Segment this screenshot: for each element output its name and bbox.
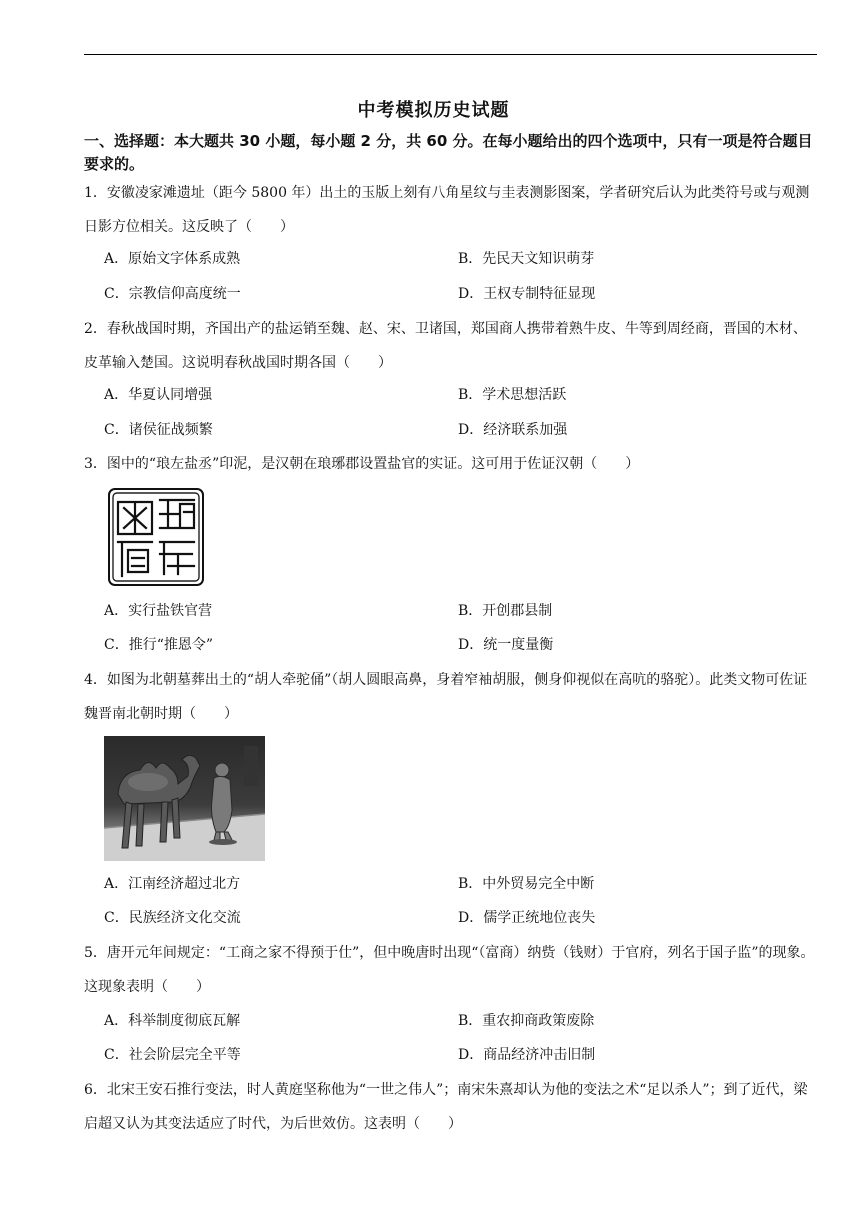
question-6-stem: 6．北宋王安石推行变法，时人黄庭坚称他为“一世之伟人”；南宋朱熹却认为他的变法之术“足以杀人”；到了近代，梁启超又认为其变法适应了时代，为后世效仿。这表明（ ） bbox=[84, 1082, 808, 1132]
seal-impression-image bbox=[108, 488, 204, 586]
question-4-stem: 4．如图为北朝墓葬出土的“胡人牵驼俑”（胡人圆眼高鼻，身着窄袖胡服，侧身仰视似在高吭的骆驼）。此类文物可佐证魏晋南北朝时期（ ） bbox=[84, 672, 808, 722]
question-2-option-b[interactable]: B．学术思想活跃 bbox=[458, 387, 567, 403]
question-2-option-a[interactable]: A．华夏认同增强 bbox=[104, 387, 213, 403]
question-5-option-a[interactable]: A．科举制度彻底瓦解 bbox=[104, 1013, 241, 1029]
question-3-stem: 3．图中的“琅左盐丞”印泥，是汉朝在琅琊郡设置盐官的实证。这可用于佐证汉朝（ ） bbox=[84, 456, 640, 472]
question-5-option-d[interactable]: D．商品经济冲击旧制 bbox=[458, 1047, 596, 1063]
question-2-stem: 2．春秋战国时期，齐国出产的盐运销至魏、赵、宋、卫诸国，郑国商人携带着熟牛皮、牛等到周经商，晋国的木材、皮革输入楚国。这说明春秋战国时期各国（ ） bbox=[84, 321, 807, 371]
question-4-option-c[interactable]: C．民族经济文化交流 bbox=[104, 910, 241, 926]
question-5-option-c[interactable]: C．社会阶层完全平等 bbox=[104, 1047, 241, 1063]
question-3-option-a[interactable]: A．实行盐铁官营 bbox=[104, 603, 213, 619]
question-2-option-d[interactable]: D．经济联系加强 bbox=[458, 422, 568, 438]
question-1-option-c[interactable]: C．宗教信仰高度统一 bbox=[104, 286, 241, 302]
question-1-option-d[interactable]: D．王权专制特征显现 bbox=[458, 286, 596, 302]
question-5-stem: 5．唐开元年间规定：“工商之家不得预于仕”，但中晚唐时出现“（富商）纳赀（钱财）于官府，列名于国子监”的现象。这现象表明（ ） bbox=[84, 945, 815, 995]
question-3-option-d[interactable]: D．统一度量衡 bbox=[458, 637, 554, 653]
question-4-option-d[interactable]: D．儒学正统地位丧失 bbox=[458, 910, 596, 926]
page-title: 中考模拟历史试题 bbox=[357, 100, 510, 121]
header-rule bbox=[84, 54, 817, 55]
section-heading: 一、选择题：本大题共 30 小题，每小题 2 分，共 60 分。在每小题给出的四个选项中，只有一项是符合题目要求的。 bbox=[84, 132, 813, 173]
question-4-option-b[interactable]: B．中外贸易完全中断 bbox=[458, 876, 595, 892]
question-1-option-b[interactable]: B．先民天文知识萌芽 bbox=[458, 251, 595, 267]
camel-figurine-photo bbox=[104, 736, 265, 861]
question-1-stem: 1．安徽凌家滩遗址（距今 5800 年）出土的玉版上刻有八角星纹与圭表测影图案，学者研究后认为此类符号或与观测日影方位相关。这反映了（ ） bbox=[84, 185, 810, 235]
question-5-option-b[interactable]: B．重农抑商政策废除 bbox=[458, 1013, 595, 1029]
question-3-option-c[interactable]: C．推行“推恩令” bbox=[104, 637, 214, 653]
question-1-option-a[interactable]: A．原始文字体系成熟 bbox=[104, 251, 241, 267]
question-3-option-b[interactable]: B．开创郡县制 bbox=[458, 603, 553, 619]
question-4-option-a[interactable]: A．江南经济超过北方 bbox=[104, 876, 241, 892]
question-2-option-c[interactable]: C．诸侯征战频繁 bbox=[104, 422, 213, 438]
